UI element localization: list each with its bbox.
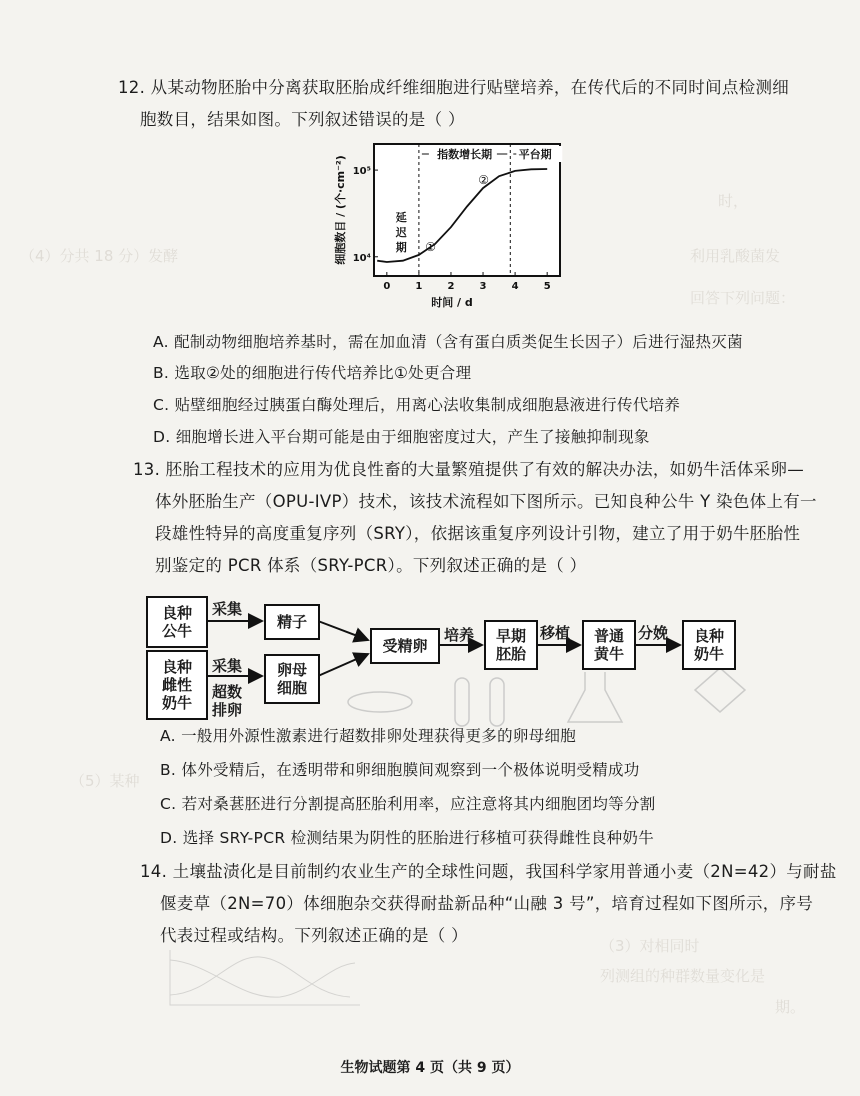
- page-footer: 生物试题第 4 页（共 9 页）: [340, 1060, 520, 1076]
- q12-option-a[interactable]: A. 配制动物细胞培养基时，需在加血清（含有蛋白质类促生长因子）后进行湿热灭菌: [153, 333, 743, 351]
- ghost-text: 利用乳酸菌发: [690, 247, 781, 265]
- q13-option-b[interactable]: B. 体外受精后，在透明带和卵细胞膜间观察到一个极体说明受精成功: [160, 761, 640, 779]
- phase-label: 平台期: [518, 148, 552, 161]
- x-axis-label: 时间 / d: [431, 296, 473, 309]
- x-tick-label: 1: [415, 281, 423, 292]
- q13-option-c[interactable]: C. 若对桑葚胚进行分割提高胚胎利用率，应注意将其内细胞团均等分割: [160, 795, 656, 813]
- node-egg: 卵母 细胞: [264, 654, 320, 704]
- node-sperm: 精子: [264, 604, 320, 640]
- faint-lab-icons: [348, 668, 745, 726]
- ghost-text: （5）某种: [70, 772, 140, 790]
- node-bull: 良种 公牛: [146, 596, 208, 648]
- label-culture: 培养: [444, 626, 475, 644]
- phase-label-lag-char: 延: [395, 211, 407, 224]
- q12-option-d[interactable]: D. 细胞增长进入平台期可能是由于细胞密度过大，产生了接触抑制现象: [153, 428, 650, 446]
- label-birth: 分娩: [638, 624, 669, 642]
- q14-stem-line2: 偃麦草（2N=70）体细胞杂交获得耐盐新品种“山融 3 号”，培育过程如下图所示，序号: [160, 894, 814, 913]
- phase-label-lag-char: 期: [395, 241, 407, 254]
- y-axis-label: 细胞数目 / (个·cm⁻²): [334, 155, 347, 265]
- x-tick-label: 0: [383, 281, 391, 292]
- q12-option-b[interactable]: B. 选取②处的细胞进行传代培养比①处更合理: [153, 364, 472, 382]
- ghost-text: 时，: [718, 192, 749, 210]
- q13-stem-line2: 体外胚胎生产（OPU-IVP）技术，该技术流程如下图所示。已知良种公牛 Y 染色体上有一: [155, 492, 817, 511]
- q14-stem-line3: 代表过程或结构。下列叙述正确的是（ ）: [160, 926, 468, 945]
- q12-option-c[interactable]: C. 贴壁细胞经过胰蛋白酶处理后，用离心法收集制成细胞悬液进行传代培养: [153, 396, 681, 414]
- marker-2: ②: [478, 173, 490, 188]
- q13-stem-line4: 别鉴定的 PCR 体系（SRY-PCR）。下列叙述正确的是（ ）: [155, 556, 587, 575]
- ghost-text: 回答下列问题：: [690, 289, 796, 307]
- label-superovulation: 超数 排卵: [212, 683, 243, 719]
- show-through-graph: [150, 945, 370, 1025]
- phase-label-lag-char: 迟: [395, 226, 407, 239]
- q13-stem-line3: 段雄性特异的高度重复序列（SRY），依据该重复序列设计引物，建立了用于奶牛胚胎性: [155, 524, 801, 543]
- q12-stem-line1: 12. 从某动物胚胎中分离获取胚胎成纤维细胞进行贴壁培养，在传代后的不同时间点检测细: [118, 78, 790, 97]
- y-tick-label: 10⁴: [352, 252, 371, 264]
- ghost-text: 列测组的种群数量变化是: [600, 967, 766, 985]
- node-elite-dairy-cow: 良种 奶牛: [682, 620, 736, 670]
- q12-stem-line2: 胞数目，结果如图。下列叙述错误的是（ ）: [140, 110, 465, 129]
- label-collect-2: 采集: [212, 657, 243, 675]
- ghost-text: （3）对相同时: [600, 937, 700, 955]
- node-recipient-cow: 普通 黄牛: [582, 620, 636, 670]
- marker-1: ①: [425, 239, 437, 254]
- node-cow: 良种 雌性 奶牛: [146, 650, 208, 720]
- x-tick-label: 5: [543, 281, 551, 292]
- x-tick-label: 3: [479, 281, 487, 292]
- q13-option-d[interactable]: D. 选择 SRY-PCR 检测结果为阴性的胚胎进行移植可获得雌性良种奶牛: [160, 829, 655, 847]
- ghost-text: （4）分共 18 分）发酵: [20, 247, 179, 265]
- node-zygote: 受精卵: [370, 628, 440, 664]
- q13-stem-line1: 13. 胚胎工程技术的应用为优良性畜的大量繁殖提供了有效的解决办法，如奶牛活体采卵—: [133, 460, 805, 479]
- node-early-embryo: 早期 胚胎: [484, 620, 538, 670]
- label-collect-1: 采集: [212, 600, 243, 618]
- label-transfer: 移植: [540, 624, 571, 642]
- y-tick-label: 10⁵: [352, 166, 371, 178]
- q14-stem-line1: 14. 土壤盐渍化是目前制约农业生产的全球性问题，我国科学家用普通小麦（2N=42）与耐盐: [140, 862, 837, 881]
- x-tick-label: 4: [511, 281, 519, 292]
- ghost-text: 期。: [775, 998, 806, 1016]
- q13-option-a[interactable]: A. 一般用外源性激素进行超数排卵处理获得更多的卵母细胞: [160, 727, 577, 745]
- x-tick-label: 2: [447, 281, 455, 292]
- phase-label: 指数增长期: [437, 148, 493, 161]
